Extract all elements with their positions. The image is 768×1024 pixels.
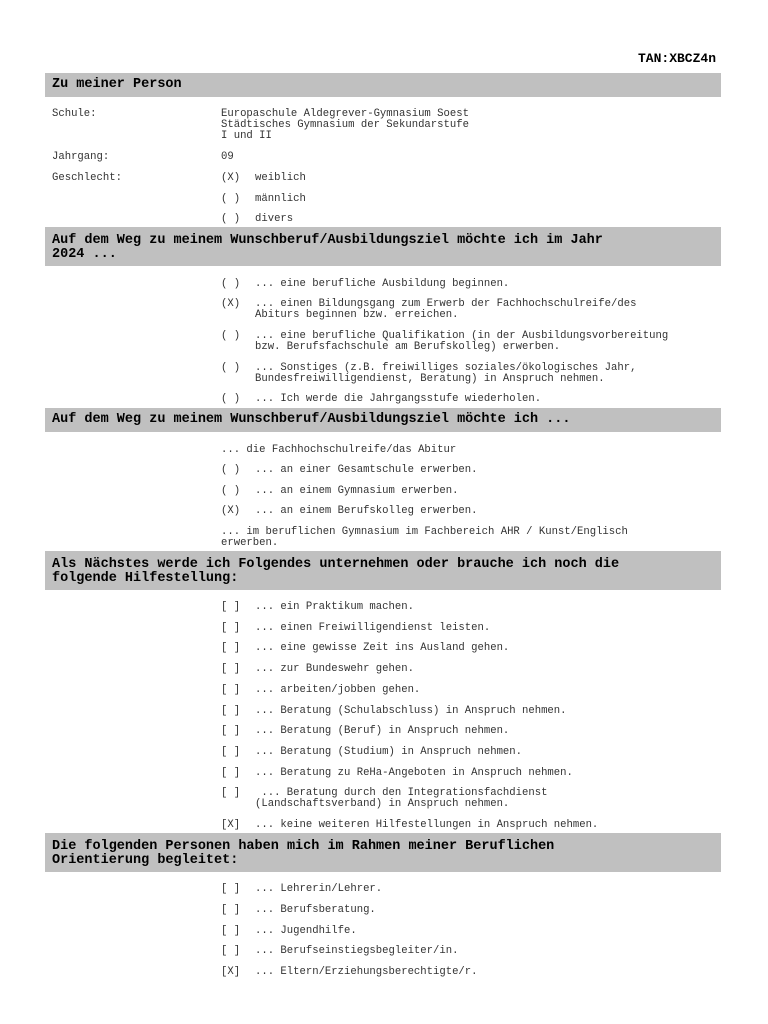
option-text: Bundesfreiwilligendienst, Beratung) in Anspruch nehmen.	[255, 373, 605, 385]
note-text: erwerben.	[221, 537, 279, 549]
checkbox-mark[interactable]: [ ]	[221, 663, 241, 675]
checkbox-text: ... Beratung zu ReHa-Angeboten in Anspruch nehmen.	[255, 767, 573, 779]
option-mark[interactable]: ( )	[221, 362, 241, 374]
checkbox-text: ... einen Freiwilligendienst leisten.	[255, 622, 491, 634]
geschlecht-option: divers	[255, 213, 294, 225]
checkbox-text: ... Jugendhilfe.	[255, 925, 357, 937]
checkbox-mark[interactable]: [ ]	[221, 945, 241, 957]
option-mark[interactable]: (X)	[221, 505, 241, 517]
jahrgang-value: 09	[221, 151, 234, 163]
option-mark[interactable]: ( )	[221, 393, 241, 405]
checkbox-mark[interactable]: [ ]	[221, 725, 241, 737]
section-heading-year-goal	[45, 227, 721, 266]
option-text: ... eine berufliche Ausbildung beginnen.	[255, 278, 510, 290]
section-heading-next-steps	[45, 551, 721, 590]
checkbox-text: ... ein Praktikum machen.	[255, 601, 414, 613]
checkbox-mark[interactable]: [ ]	[221, 622, 241, 634]
section-heading-companions	[45, 833, 721, 872]
heading-line: Auf dem Weg zu meinem Wunschberuf/Ausbildungsziel möchte ich im Jahr	[52, 233, 603, 248]
heading-line: folgende Hilfestellung:	[52, 571, 239, 586]
option-mark[interactable]: ( )	[221, 330, 241, 342]
checkbox-text: ... keine weiteren Hilfestellungen in Anspruch nehmen.	[255, 819, 599, 831]
geschlecht-mark[interactable]: (X)	[221, 172, 241, 184]
section-heading-person: Zu meiner Person	[45, 73, 721, 97]
checkbox-text: ... arbeiten/jobben gehen.	[255, 684, 421, 696]
checkbox-mark[interactable]: [X]	[221, 966, 241, 978]
jahrgang-label: Jahrgang:	[52, 151, 110, 163]
option-mark[interactable]: ( )	[221, 278, 241, 290]
heading-line: Als Nächstes werde ich Folgendes unternehmen oder brauche ich noch die	[52, 557, 620, 572]
tan-code: TAN:XBCZ4n	[637, 51, 716, 66]
checkbox-text: ... Berufsberatung.	[255, 904, 376, 916]
geschlecht-mark[interactable]: ( )	[221, 213, 241, 225]
checkbox-mark[interactable]: [ ]	[221, 601, 241, 613]
checkbox-text: ... Lehrerin/Lehrer.	[255, 883, 383, 895]
schule-line: Europaschule Aldegrever-Gymnasium Soest	[221, 108, 469, 120]
checkbox-text: ... Eltern/Erziehungsberechtigte/r.	[255, 966, 478, 978]
option-text: ... an einem Gymnasium erwerben.	[255, 485, 459, 497]
checkbox-mark[interactable]: [ ]	[221, 705, 241, 717]
checkbox-mark[interactable]: [ ]	[221, 925, 241, 937]
geschlecht-mark[interactable]: ( )	[221, 193, 241, 205]
schule-label: Schule:	[52, 108, 97, 120]
checkbox-mark[interactable]: [ ]	[221, 684, 241, 696]
checkbox-mark[interactable]: [ ]	[221, 904, 241, 916]
checkbox-text: (Landschaftsverband) in Anspruch nehmen.	[255, 798, 510, 810]
option-mark[interactable]: (X)	[221, 298, 241, 310]
checkbox-text: ... Beratung durch den Integrationsfachdienst	[255, 787, 548, 799]
schule-line: I und II	[221, 130, 272, 142]
checkbox-mark[interactable]: [ ]	[221, 767, 241, 779]
checkbox-text: ... Beratung (Studium) in Anspruch nehmen.	[255, 746, 523, 758]
geschlecht-label: Geschlecht:	[52, 172, 122, 184]
checkbox-mark[interactable]: [ ]	[221, 642, 241, 654]
option-text: ... eine berufliche Qualifikation (in der Ausbildungsvorbereitung	[255, 330, 669, 342]
geschlecht-option: männlich	[255, 193, 306, 205]
option-mark[interactable]: ( )	[221, 464, 241, 476]
heading-line: Orientierung begleitet:	[52, 853, 239, 868]
heading-line: Die folgenden Personen haben mich im Rahmen meiner Beruflichen	[52, 839, 555, 854]
checkbox-text: ... Beratung (Schulabschluss) in Anspruch nehmen.	[255, 705, 567, 717]
option-text: ... Ich werde die Jahrgangsstufe wiederholen.	[255, 393, 542, 405]
option-mark[interactable]: ( )	[221, 485, 241, 497]
checkbox-mark[interactable]: [X]	[221, 819, 241, 831]
option-text: ... an einer Gesamtschule erwerben.	[255, 464, 478, 476]
checkbox-mark[interactable]: [ ]	[221, 883, 241, 895]
intro-text: ... die Fachhochschulreife/das Abitur	[221, 444, 457, 456]
option-text: ... an einem Berufskolleg erwerben.	[255, 505, 478, 517]
option-text: bzw. Berufsfachschule am Berufskolleg) erwerben.	[255, 341, 561, 353]
checkbox-text: ... Beratung (Beruf) in Anspruch nehmen.	[255, 725, 510, 737]
checkbox-text: ... zur Bundeswehr gehen.	[255, 663, 414, 675]
heading-line: 2024 ...	[52, 247, 117, 262]
option-text: ... einen Bildungsgang zum Erwerb der Fachhochschulreife/des	[255, 298, 637, 310]
note-text: ... im beruflichen Gymnasium im Fachbereich AHR / Kunst/Englisch	[221, 526, 628, 538]
checkbox-mark[interactable]: [ ]	[221, 746, 241, 758]
checkbox-mark[interactable]: [ ]	[221, 787, 241, 799]
checkbox-text: ... eine gewisse Zeit ins Ausland gehen.	[255, 642, 510, 654]
schule-line: Städtisches Gymnasium der Sekundarstufe	[221, 119, 469, 131]
geschlecht-option: weiblich	[255, 172, 306, 184]
option-text: Abiturs beginnen bzw. erreichen.	[255, 309, 459, 321]
option-text: ... Sonstiges (z.B. freiwilliges soziales/ökologisches Jahr,	[255, 362, 637, 374]
section-heading-wunschberuf: Auf dem Weg zu meinem Wunschberuf/Ausbildungsziel möchte ich ...	[45, 408, 721, 432]
checkbox-text: ... Berufseinstiegsbegleiter/in.	[255, 945, 459, 957]
